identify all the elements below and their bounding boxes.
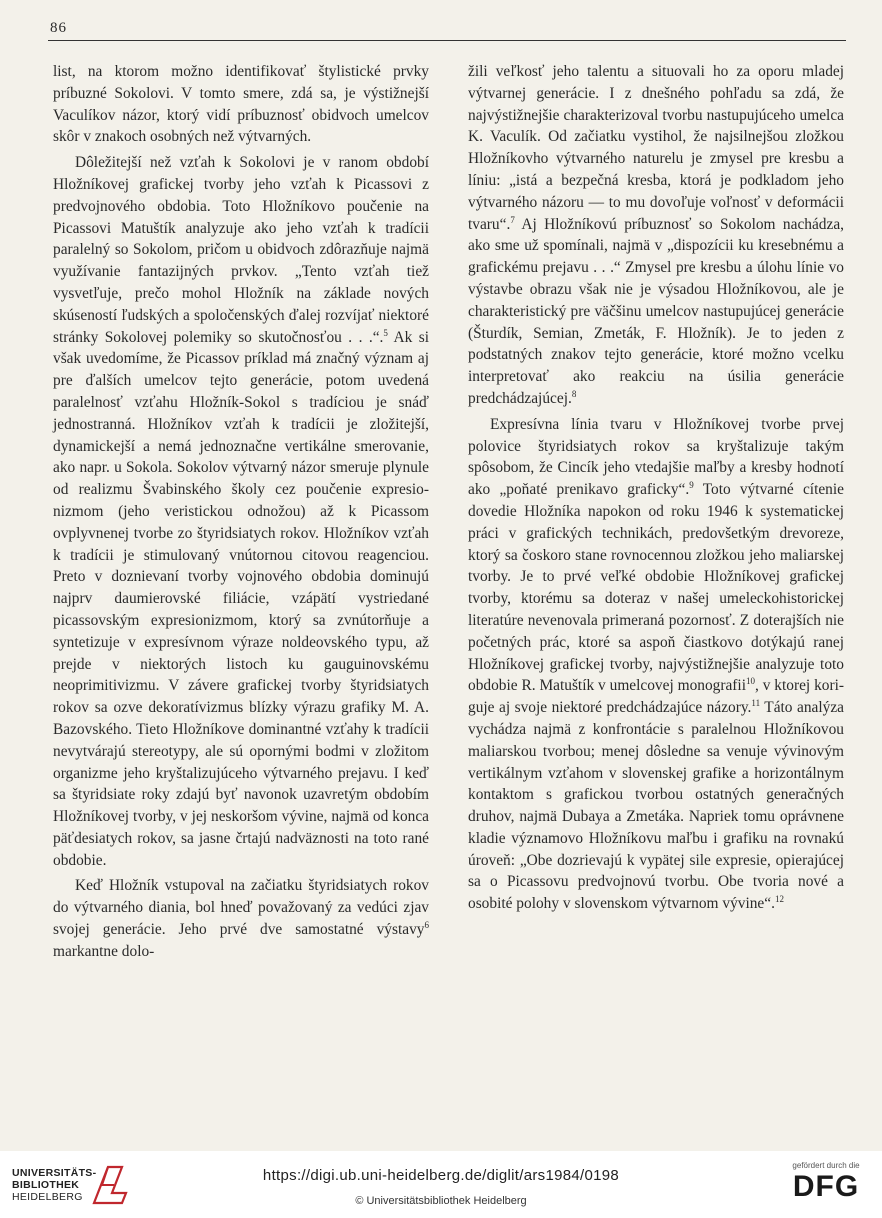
logo-line-2: BIBLIOTHEK xyxy=(12,1179,80,1191)
dfg-funding-text: gefördert durch die xyxy=(792,1161,860,1170)
paragraph: Expresívna línia tvaru v Hložníkovej tvorbe prvej polovice štyridsiatych rokov sa kryštalizuje takým spôsobom, že Cincík jeho vtedajšie maľby a kresby hodnotí ako „poňaté prenikavo graficky“.$^9$ Toto výtvarné cítenie dovedie Hložníka napokon od roku 1946 k systematickej práci v grafických technikách, predovšetkým drevoreze, ktorý sa čoskoro stane rovnocennou zložkou jeho maliarskej tvorby. Je to prvé veľké obdobie Hložníkovej grafickej tvorby, ktorému sa doteraz v našej umeleckohistorickej literatúre nevenovala primeraná pozornosť. Z doterajších nie početných prác, ktoré sa aspoň čiastkovo dotýkajú ranej Hložníkovej grafickej tvorby, najvýstižnejšie analyzuje toto obdobie R. Matuštík v umelcovej monografii$^{10}$, v ktorej koriguje aj svoje niektoré predchádzajúce názory.$^{11}$ Táto analýza vychádza najmä z konfrontácie s paralelnou Hložníkovou maliarskou tvorbou; menej dôsledne sa venuje vývinovým vertikálnym vzťahom v slovenskej grafike a horizontálnym kontaktom s grafickou tvorbou ostatných generačných druhov, najmä Dubaya a Zmetáka. Napriek tomu oprávnene kladie významovo Hložníkovu maľbu i grafiku na rovnakú úroveň: „Obe dozrievajú k vypätej sile expresie, opierajúcej sa o Picassovu predvojnovú tvorbu. Obe tvoria nové a osobité polohy v slovenskom výtvarnom vývine“.$^{12}$ xyxy=(468,415,845,913)
document-url-link[interactable]: https://digi.ub.uni-heidelberg.de/diglit/ars1984/0198 xyxy=(262,1167,620,1184)
page-number: 86 xyxy=(50,20,67,36)
header-rule xyxy=(48,40,846,41)
dfg-logo-mark: DFG xyxy=(792,1170,860,1203)
viewer-footer xyxy=(0,1151,882,1218)
paragraph: Keď Hložník vstupoval na začiatku štyridsiatych rokov do výtvarného diania, bol hneď považovaný za vedúci zjav svojej generácie. Jeho prvé dve samostatné výstavy$^6$ markantne dolo- xyxy=(53,877,429,960)
copyright-notice: © Universitätsbibliothek Heidelberg xyxy=(355,1195,527,1207)
logo-text xyxy=(12,1167,96,1203)
logo-line-3: HEIDELBERG xyxy=(12,1191,83,1203)
right-column xyxy=(468,61,844,915)
paragraph: Dôležitejší než vzťah k Sokolovi je v ranom období Hložníkovej grafickej tvorby jeho vzťah k Picassovi z predvojnového obdobia. Toto Hložníkovo poučenie na Picassovi Matuštík analyzuje ako jeho vzťah k tradícii paralelný so Sokolom, pričom u obidvoch zdôrazňuje najmä využívanie fantazijných prvkov. „Tento vzťah tiež vysvetľuje, prečo mohol Hložník na základe nových skúseností ľudských a spoločenských ďalej rozvíjať niektoré stránky Sokolovej polemiky so skutočnosťou . . .“.$^5$ Ak si však uvedomíme, že Picassov príklad má značný význam aj pre ďalších umelcov tejto generácie, potom uvedená paralelnosť vzťahu Hložník-Sokol s tradíciou je snáď jednostranná. Hložníkov vzťah k tradícii je zložitejší, dynamickejší a nemá jednoznačne vertikálne smerovanie, ako napr. u Sokola. Sokolov výtvarný názor smeruje plynule od realizmu Švabinského školy cez poučenie expresionizmom (jeho veristickou odnožou) až k Picassom ovplyvnenej tvorbe zo štyridsiatych rokov. Hložníkov vzťah k tradícii je stimulovaný vnútornou citovou reagenciou. Preto v doznievaní tvorby vojnového obdobia dominujú najprv daumierovské filiácie, vzápätí vystriedané picassovským expresionizmom, ktorý sa zvnútorňuje a syntetizuje v expresívnom výraze noldeovského typu, až prejde v niektorých listoch ku gauguinovskému neoprimitivizmu. V závere grafickej tvorby štyridsiatych rokov sa ozve dekoratívizmus blízky výrazu grafiky M. A. Bazovského. Tieto Hložníkove dominantné vzťahy k tradícii nevytvárajú stereotypy, ale sú opornými bodmi v zložitom organizme jeho kryštalizujúceho výtvarného prejavu. I keď sa štyridsiate roky zdajú byť navonok uzavretým obdobím Hložníkovej tvorby, v jej neskoršom vývine, najmä od konca päťdesiatych rokov, sa jasne črtajú nadväznosti na toto rané obdobie. xyxy=(53,154,430,869)
university-library-logo[interactable] xyxy=(12,1163,132,1207)
paragraph: žili veľkosť jeho talentu a situovali ho za oporu mladej výtvarnej generácie. I z dnešného pohľadu sa zdá, že najvýstižnejšie charakterizoval tvorbu nastupujúceho umelca K. Vaculík. Od začiatku vystihol, že najsilnejšou zložkou Hložníkovho výtvarného naturelu je zmysel pre kresbu a líniu: „istá a bezpečná kresba, ktorá je podkladom jeho výtvarného názoru — to mu dovoľuje voľnosť v deformácii tvaru“.$^7$ Aj Hložníkovú príbuznosť so Sokolom nachádza, ako sme už spomínali, najmä v „dispozícii ku kresebnému a grafickému prejavu . . .“ Zmysel pre kresbu a úlohu línie vo výstavbe obrazu však nie je výsadou Hložníkovou, ale je charakteristický pre väčšinu umelcov nastupujúcej generácie (Šturdík, Semian, Zmeták, F. Hložník). Je to jeden z podstatných znakov tejto generácie, ktoré možno vcelku interpretovať ako reakciu na úsilia generácie predchádzajúcej.$^8$ xyxy=(468,63,845,407)
left-column xyxy=(53,61,429,963)
dfg-logo[interactable] xyxy=(780,1161,872,1211)
logo-line-1: UNIVERSITÄTS- xyxy=(12,1167,97,1179)
library-emblem-icon xyxy=(90,1163,130,1207)
paragraph: list, na ktorom možno identifikovať štylistické prvky príbuzné Sokolovi. V tomto smere, zdá sa, je výstižnejší Vaculíkov názor, ktorý vidí príbuznosť obidvoch umelcov skôr v znakoch osobných než výtvarných. xyxy=(53,63,429,146)
